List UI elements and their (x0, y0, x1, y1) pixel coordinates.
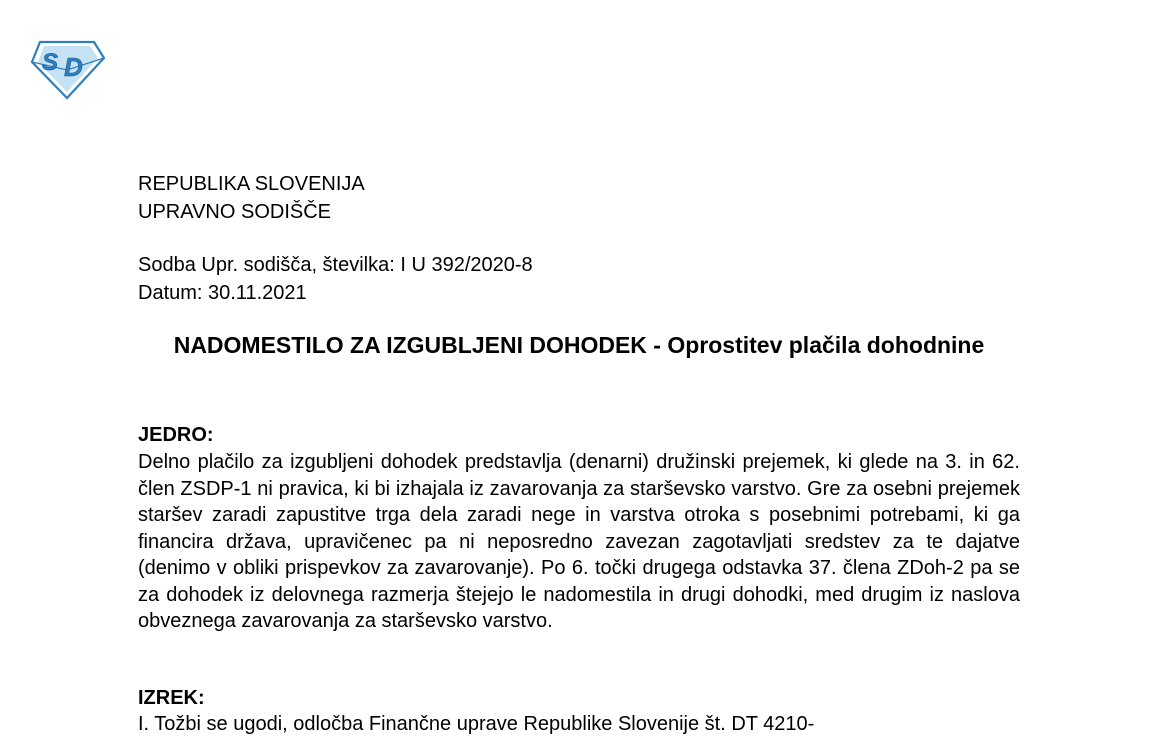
sd-logo (30, 40, 105, 100)
sd-logo-icon (30, 40, 105, 100)
svg-text:S: S (42, 49, 59, 76)
izrek-text: I. Tožbi se ugodi, odločba Finančne uprave Republike Slovenije št. DT 4210- (138, 713, 815, 735)
case-reference: Sodba Upr. sodišča, številka: I U 392/2020-8 (138, 254, 533, 276)
izrek-heading: IZREK: (138, 687, 205, 709)
document-title: NADOMESTILO ZA IZGUBLJENI DOHODEK - Oprostitev plačila dohodnine (173, 332, 985, 358)
court-name: UPRAVNO SODIŠČE (138, 201, 331, 223)
case-meta (138, 251, 533, 307)
svg-text:D: D (64, 52, 83, 82)
court-header (138, 170, 365, 226)
case-date: Datum: 30.11.2021 (138, 282, 307, 304)
jedro-heading: JEDRO: (138, 424, 214, 446)
country-name: REPUBLIKA SLOVENIJA (138, 173, 365, 195)
jedro-text: Delno plačilo za izgubljeni dohodek predstavlja (denarni) družinski prejemek, ki glede na 3. in 62. člen ZSDP-1 ni pravica, ki bi izhajala iz zavarovanja za starševsko varstvo. Gre za osebni prejemek staršev zaradi zapustitve trga dela zaradi nege in varstva otroka s posebnimi potrebami, ki ga financira država, upravičenec pa ni neposredno zavezan zagotavljati sredstev za te dajatve (denimo v obliki prispevkov za zavarovanje). Po 6. točki drugega odstavka 37. člena ZDoh-2 pa se za dohodek iz delovnega razmerja štejejo le nadomestila in drugi dohodki, med drugim iz naslova obveznega zavarovanja za starševsko varstvo. (138, 451, 1020, 632)
